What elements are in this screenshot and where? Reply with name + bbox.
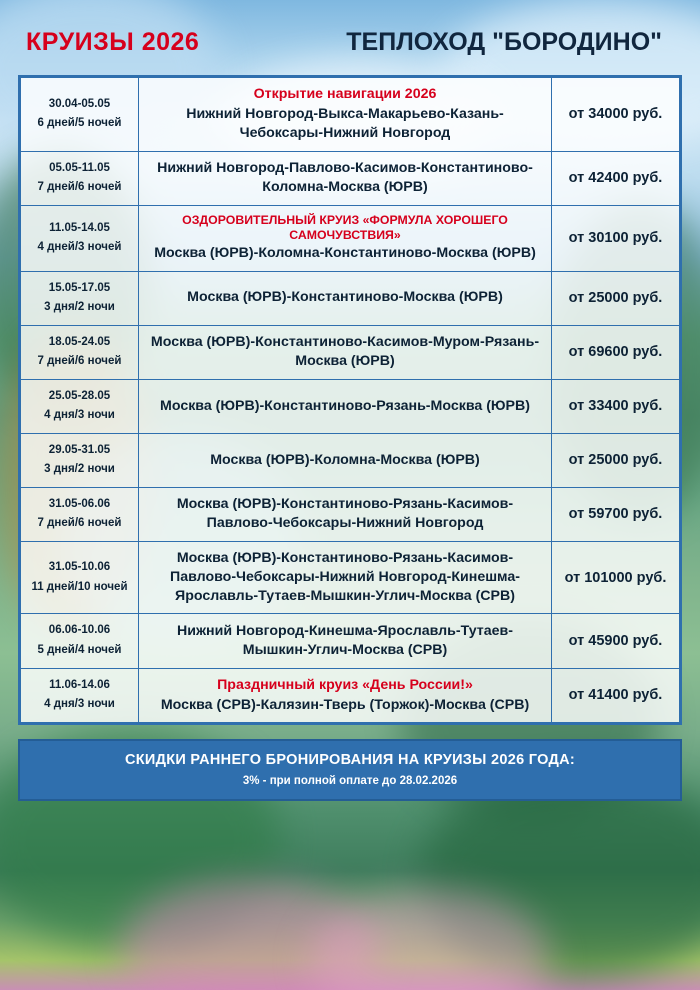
cruise-date-range: 25.05-28.05	[48, 389, 111, 402]
cruise-date-range: 18.05-24.05	[48, 335, 111, 348]
table-row[interactable]	[21, 541, 680, 614]
cruise-dates-cell	[21, 151, 139, 205]
cruise-dates-cell	[21, 325, 139, 379]
cruise-price-cell: от 25000 руб.	[552, 271, 680, 325]
cruise-duration: 7 дней/6 ночей	[37, 181, 122, 194]
page-title-year: КРУИЗЫ 2026	[26, 28, 200, 56]
early-booking-discount-banner	[18, 739, 682, 801]
cruise-route-text: Москва (ЮРВ)-Константиново-Рязань-Касимов-Павлово-Чебоксары-Нижний Новгород-Кинешма-Ярославль-Тутаев-Мышкин-Углич-Москва (СРВ)	[170, 549, 520, 605]
cruise-duration: 7 дней/6 ночей	[37, 517, 122, 530]
cruise-route-cell	[139, 668, 552, 722]
cruise-dates-cell	[21, 78, 139, 152]
cruise-route-text: Москва (ЮРВ)-Константиново-Рязань-Касимов-Павлово-Чебоксары-Нижний Новгород	[176, 496, 514, 532]
cruise-date-range: 11.05-14.05	[49, 221, 110, 234]
discount-title: СКИДКИ РАННЕГО БРОНИРОВАНИЯ НА КРУИЗЫ 2026 ГОДА:	[124, 751, 576, 768]
cruise-date-range: 15.05-17.05	[48, 281, 111, 294]
cruise-dates-cell	[21, 379, 139, 433]
cruise-route-cell	[139, 614, 552, 668]
cruise-date-range: 05.05-11.05	[49, 161, 110, 174]
table-row[interactable]	[21, 325, 680, 379]
table-row[interactable]	[21, 668, 680, 722]
cruise-route-cell	[139, 78, 552, 152]
cruise-route-text: Москва (СРВ)-Калязин-Тверь (Торжок)-Москва (СРВ)	[160, 696, 530, 713]
cruise-route-text: Москва (ЮРВ)-Коломна-Москва (ЮРВ)	[210, 451, 480, 468]
table-row[interactable]	[21, 614, 680, 668]
cruise-highlight-title: Праздничный круиз «День России!»	[217, 676, 473, 693]
cruise-table-container	[18, 75, 682, 725]
cruise-route-cell	[139, 271, 552, 325]
cruise-date-range: 31.05-06.06	[48, 497, 111, 510]
cruise-date-range: 11.06-14.06	[49, 678, 110, 691]
cruise-price-cell: от 45900 руб.	[552, 614, 680, 668]
cruise-duration: 4 дня/3 ночи	[44, 698, 115, 711]
cruise-duration: 7 дней/6 ночей	[37, 355, 122, 368]
cruise-route-text: Нижний Новгород-Кинешма-Ярославль-Тутаев-Мышкин-Углич-Москва (СРВ)	[177, 622, 513, 659]
cruise-highlight-title: Открытие навигации 2026	[253, 86, 437, 102]
cruise-route-text: Нижний Новгород-Выкса-Макарьево-Казань-Чебоксары-Нижний Новгород	[186, 106, 504, 142]
cruise-price-cell: от 59700 руб.	[552, 487, 680, 541]
poster-header	[0, 0, 700, 67]
cruise-route-cell	[139, 433, 552, 487]
cruise-dates-cell	[21, 541, 139, 614]
cruise-route-text: Москва (ЮРВ)-Константиново-Рязань-Москва (ЮРВ)	[160, 397, 530, 414]
cruise-route-cell	[139, 205, 552, 271]
cruise-duration: 3 дня/2 ночи	[44, 301, 115, 314]
cruise-price-cell: от 33400 руб.	[552, 379, 680, 433]
cruise-date-range: 06.06-10.06	[48, 624, 111, 637]
cruise-price-cell: от 42400 руб.	[552, 151, 680, 205]
table-row[interactable]	[21, 487, 680, 541]
cruise-price-cell: от 30100 руб.	[552, 205, 680, 271]
cruise-price-cell: от 34000 руб.	[552, 78, 680, 152]
table-row[interactable]	[21, 205, 680, 271]
table-row[interactable]	[21, 151, 680, 205]
cruise-price-cell: от 101000 руб.	[552, 541, 680, 614]
cruise-price-cell: от 25000 руб.	[552, 433, 680, 487]
cruise-duration: 6 дней/5 ночей	[37, 117, 122, 130]
cruise-date-range: 30.04-05.05	[48, 97, 111, 110]
cruise-route-text: Нижний Новгород-Павлово-Касимов-Константиново-Коломна-Москва (ЮРВ)	[157, 159, 533, 196]
cruise-price-cell: от 41400 руб.	[552, 668, 680, 722]
discount-subtitle: 3% - при полной оплате до 28.02.2026	[242, 774, 458, 787]
cruise-dates-cell	[21, 487, 139, 541]
cruise-dates-cell	[21, 614, 139, 668]
cruise-route-cell	[139, 325, 552, 379]
cruise-duration: 3 дня/2 ночи	[44, 463, 115, 476]
cruise-dates-cell	[21, 205, 139, 271]
cruise-duration: 11 дней/10 ночей	[31, 580, 128, 593]
cruise-route-cell	[139, 487, 552, 541]
cruise-dates-cell	[21, 433, 139, 487]
cruise-route-cell	[139, 379, 552, 433]
cruise-route-cell	[139, 151, 552, 205]
cruise-route-text: Москва (ЮРВ)-Константиново-Москва (ЮРВ)	[187, 289, 503, 306]
cruise-highlight-title: ОЗДОРОВИТЕЛЬНЫЙ КРУИЗ «ФОРМУЛА ХОРОШЕГО САМОЧУВСТВИЯ»	[182, 212, 508, 242]
cruise-price-cell: от 69600 руб.	[552, 325, 680, 379]
cruise-route-cell	[139, 541, 552, 614]
cruise-dates-cell	[21, 668, 139, 722]
table-row[interactable]	[21, 78, 680, 152]
cruise-dates-cell	[21, 271, 139, 325]
cruise-date-range: 29.05-31.05	[48, 443, 111, 456]
table-row[interactable]	[21, 379, 680, 433]
cruise-duration: 5 дней/4 ночей	[37, 644, 122, 657]
cruise-route-text: Москва (ЮРВ)-Коломна-Константиново-Москва (ЮРВ)	[154, 245, 536, 262]
cruise-route-text: Москва (ЮРВ)-Константиново-Касимов-Муром-Рязань-Москва (ЮРВ)	[150, 333, 540, 370]
cruise-date-range: 31.05-10.06	[48, 561, 111, 574]
table-row[interactable]	[21, 433, 680, 487]
cruise-duration: 4 дней/3 ночей	[37, 241, 122, 254]
table-row[interactable]	[21, 271, 680, 325]
cruise-table	[20, 77, 680, 723]
page-title-ship: ТЕПЛОХОД "БОРОДИНО"	[346, 28, 662, 56]
cruise-duration: 4 дня/3 ночи	[44, 409, 115, 422]
